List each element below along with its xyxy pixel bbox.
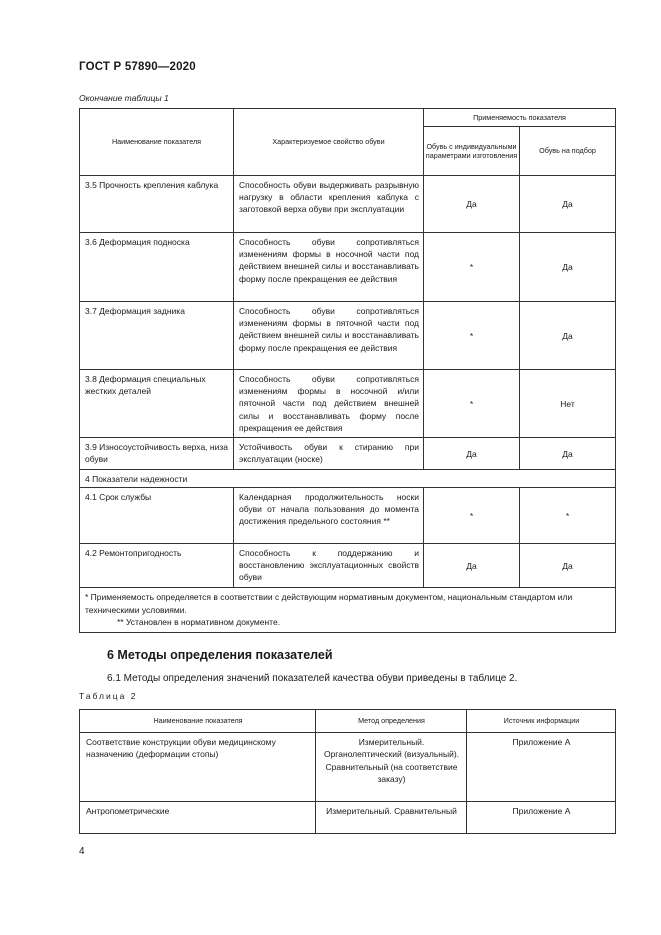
table1: [79, 108, 616, 633]
table-row: [80, 438, 616, 470]
table-row: [80, 176, 616, 233]
row-selection: Да: [520, 176, 616, 233]
table2-header-name: Наименование показателя: [80, 710, 316, 733]
note-1: * Применяемость определяется в соответствии с действующим нормативным документом, национальным стандартом или техническими условиями.: [85, 592, 573, 615]
row-selection: Да: [520, 438, 616, 470]
section-4-title: 4 Показатели надежности: [80, 470, 616, 488]
table1-header-applicability: Применяемость показателя: [424, 109, 616, 127]
table-row: [80, 802, 616, 834]
note-2: ** Установлен в нормативном документе.: [117, 617, 281, 627]
row-property: Способность к поддержанию и восстановлению эксплуатационных свойств обуви: [234, 544, 424, 588]
table1-header-name: Наименование показателя: [80, 109, 234, 176]
row-property: Способность обуви сопротивляться изменениям формы в носочной части под действием внешней силы и восстанавливать форму после прекращения ее действия: [234, 233, 424, 302]
row-individual: *: [424, 488, 520, 544]
row-property: Календарная продолжительность носки обуви от начала пользования до момента достижения предельного состояния **: [234, 488, 424, 544]
row-individual: *: [424, 233, 520, 302]
table2: [79, 709, 616, 834]
row-individual: Да: [424, 176, 520, 233]
table-row: [80, 733, 616, 802]
table2-header-source: Источник информации: [467, 710, 616, 733]
row-property: Устойчивость обуви к стиранию при эксплуатации (носке): [234, 438, 424, 470]
row-name: 3.9 Износоустойчивость верха, низа обуви: [80, 438, 234, 470]
row-source: Приложение А: [467, 802, 616, 834]
table1-header-individual: Обувь с индивидуальными параметрами изготовления: [424, 127, 520, 176]
row-individual: *: [424, 370, 520, 438]
row-individual: *: [424, 302, 520, 370]
row-name: Соответствие конструкции обуви медицинскому назначению (деформации стопы): [80, 733, 316, 802]
page-number: 4: [79, 846, 85, 857]
document-code: ГОСТ Р 57890—2020: [79, 61, 196, 73]
table-row: [80, 302, 616, 370]
table-row: [80, 488, 616, 544]
row-source: Приложение А: [467, 733, 616, 802]
table-row: [80, 544, 616, 588]
table1-header-property: Характеризуемое свойство обуви: [234, 109, 424, 176]
row-name: Антропометрические: [80, 802, 316, 834]
row-selection: Да: [520, 302, 616, 370]
table-row: [80, 233, 616, 302]
row-method: Измерительный. Органолептический (визуальный). Сравнительный (на соответствие заказу): [316, 733, 467, 802]
table2-header-method: Метод определения: [316, 710, 467, 733]
row-name: 4.1 Срок службы: [80, 488, 234, 544]
row-name: 3.7 Деформация задника: [80, 302, 234, 370]
table-section-row: [80, 470, 616, 488]
row-individual: Да: [424, 544, 520, 588]
row-name: 3.5 Прочность крепления каблука: [80, 176, 234, 233]
row-name: 3.6 Деформация подноска: [80, 233, 234, 302]
table1-caption: Окончание таблицы 1: [79, 93, 169, 103]
row-property: Способность обуви сопротивляться изменениям формы в пяточной части под действием внешней силы и восстанавливать форму после прекращения ее действия: [234, 302, 424, 370]
row-name: 4.2 Ремонтопригодность: [80, 544, 234, 588]
table1-header-selection: Обувь на подбор: [520, 127, 616, 176]
table2-caption: Таблица 2: [79, 691, 138, 701]
row-property: Способность обуви сопротивляться изменениям формы в носочной и/или пяточной части под действием внешней силы и восстанавливать форму после прекращения ее действия: [234, 370, 424, 438]
row-individual: Да: [424, 438, 520, 470]
table-row: [80, 370, 616, 438]
row-name: 3.8 Деформация специальных жестких деталей: [80, 370, 234, 438]
row-selection: Да: [520, 544, 616, 588]
row-selection: *: [520, 488, 616, 544]
section-6-paragraph: 6.1 Методы определения значений показателей качества обуви приведены в таблице 2.: [107, 673, 518, 684]
table-notes-row: [80, 588, 616, 633]
row-method: Измерительный. Сравнительный: [316, 802, 467, 834]
row-selection: Да: [520, 233, 616, 302]
section-6-title: 6 Методы определения показателей: [107, 648, 333, 662]
row-property: Способность обуви выдерживать разрывную нагрузку в области крепления каблука с заготовкой верха обуви при эксплуатации: [234, 176, 424, 233]
row-selection: Нет: [520, 370, 616, 438]
table1-notes: [80, 588, 616, 633]
